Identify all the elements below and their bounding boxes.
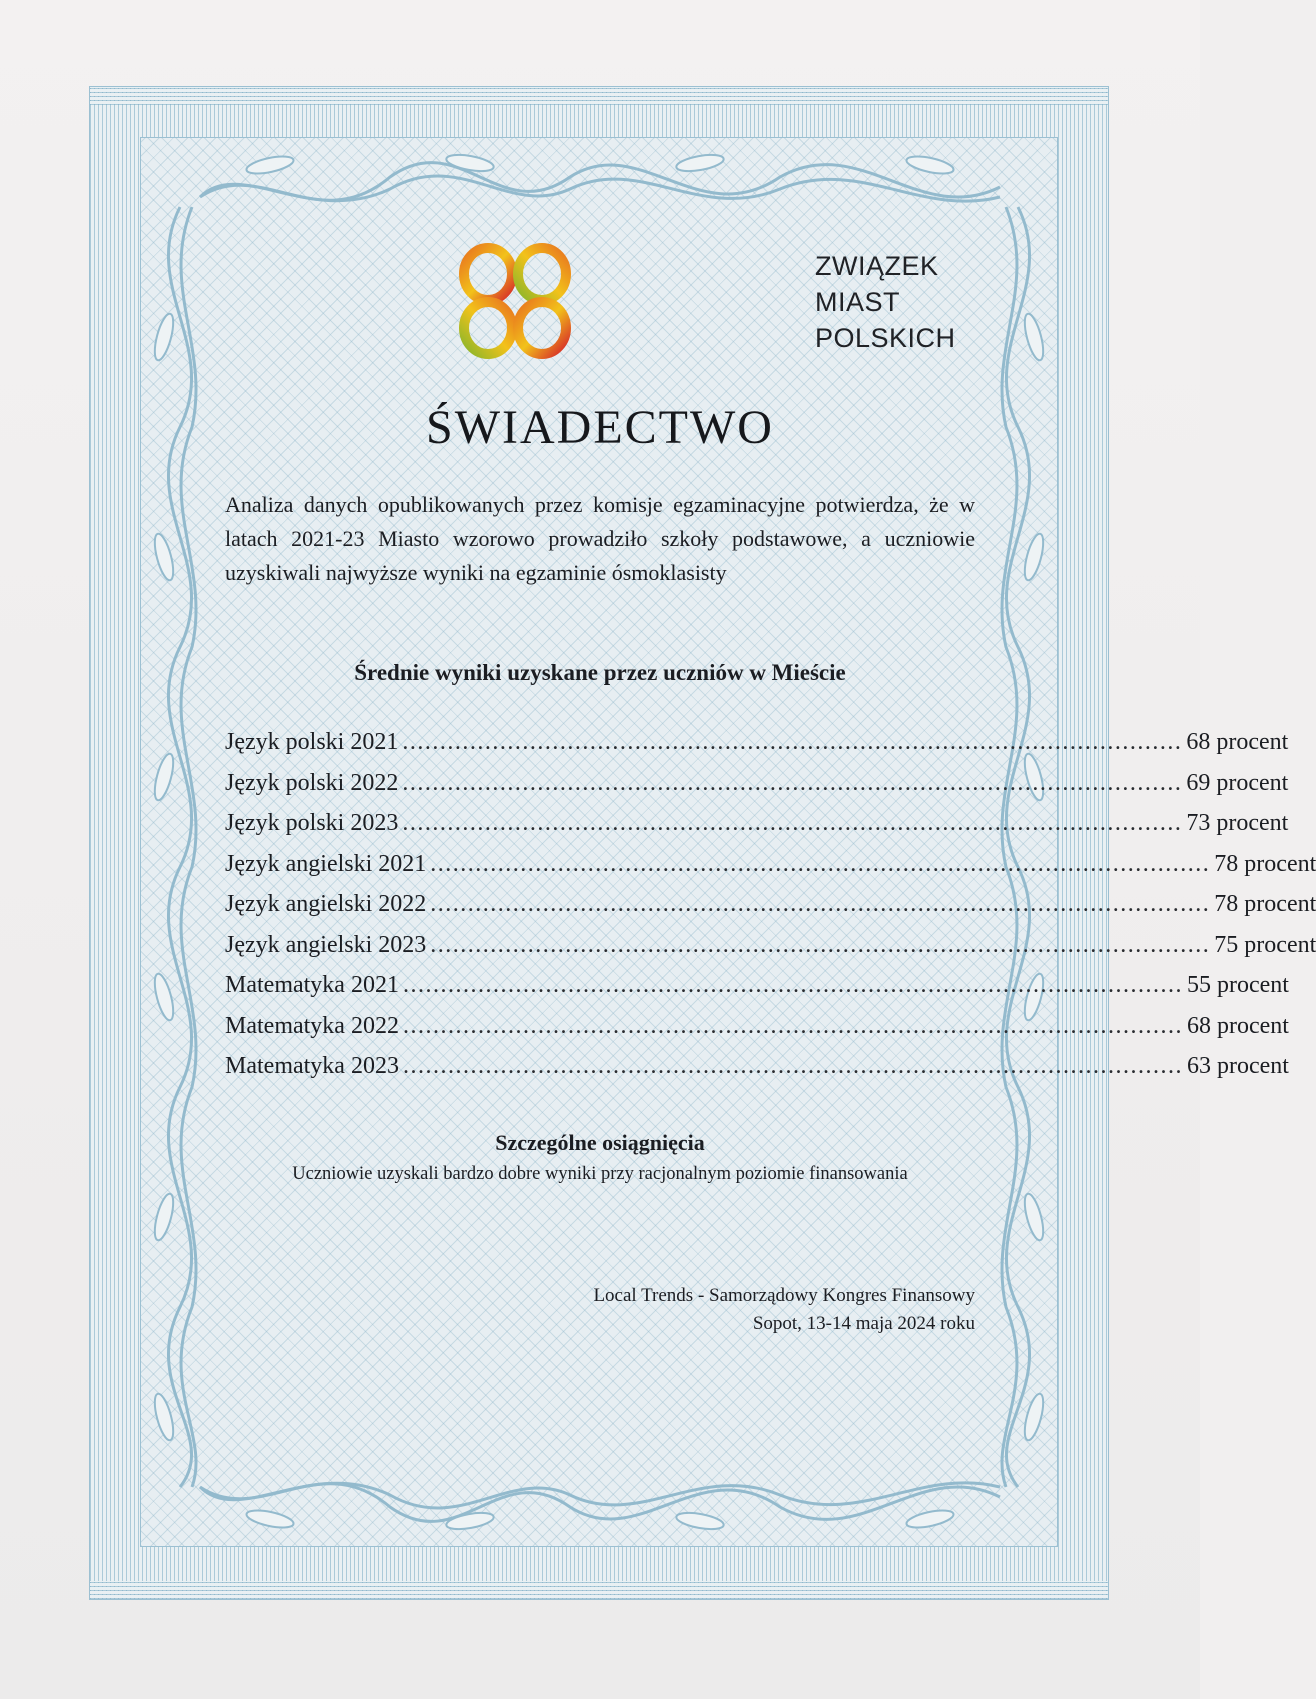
result-label: Język polski 2021 [225,729,399,755]
logo-line-2: MIAST [815,287,901,317]
dot-leader: ........................................................................................................ [430,891,1211,917]
dot-leader: ........................................................................................................ [402,810,1183,836]
dot-leader: ........................................................................................................ [430,850,1211,877]
result-value: 73 procent [1186,810,1289,836]
result-label: Matematyka 2021 [225,972,399,998]
result-value: 75 procent [1214,931,1316,958]
result-value: 55 procent [1186,972,1289,998]
dot-leader: ........................................................................................................ [402,1053,1183,1079]
dot-leader: ........................................................................................................ [402,769,1183,796]
result-row [225,884,1316,925]
dot-leader: ........................................................................................................ [402,729,1183,755]
association-logo-rings-icon [463,242,783,362]
result-value: 78 procent [1214,891,1316,917]
certificate-footer [225,1282,975,1338]
result-label: Język polski 2022 [225,769,399,796]
result-row [225,803,1289,844]
result-row [225,722,1289,763]
association-logo-text [815,248,956,356]
dot-leader: ........................................................................................................ [402,972,1183,998]
result-value: 68 procent [1186,1012,1289,1039]
intro-paragraph: Analiza danych opublikowanych przez komisje egzaminacyjne potwierdza, że w latach 2021-23 Miasto wzorowo prowadziło szkoły podstawowe, a uczniowie uzyskiwali najwyższe wyniki na egzaminie ósmoklasisty [225,492,975,585]
results-list [225,722,1316,1087]
result-row [225,1006,1289,1047]
result-label: Język angielski 2021 [225,850,427,877]
result-row [225,844,1316,885]
result-row [225,965,1289,1006]
result-row [225,763,1289,804]
result-label: Język angielski 2022 [225,891,427,917]
special-achievements-text: Uczniowie uzyskali bardzo dobre wyniki przy racjonalnym poziomie finansowania [292,1164,908,1184]
result-label: Matematyka 2022 [225,1012,399,1039]
result-value: 68 procent [1186,729,1289,755]
footer-event: Local Trends - Samorządowy Kongres Finansowy [593,1285,975,1306]
result-label: Język polski 2023 [225,810,399,836]
result-row [225,925,1316,966]
dot-leader: ........................................................................................................ [402,1012,1183,1039]
result-value: 63 procent [1186,1053,1289,1079]
logo-line-3: POLSKICH [815,323,956,353]
certificate-title: ŚWIADECTWO [426,401,774,454]
footer-place-date: Sopot, 13-14 maja 2024 roku [752,1313,975,1334]
results-heading: Średnie wyniki uzyskane przez uczniów w Mieście [354,660,846,685]
result-label: Język angielski 2023 [225,931,427,958]
dot-leader: ........................................................................................................ [430,931,1211,958]
result-value: 69 procent [1186,769,1289,796]
result-value: 78 procent [1214,850,1316,877]
result-row [225,1046,1289,1087]
result-label: Matematyka 2023 [225,1053,399,1079]
special-achievements-heading: Szczególne osiągnięcia [495,1130,705,1155]
logo-line-1: ZWIĄZEK [815,251,939,281]
